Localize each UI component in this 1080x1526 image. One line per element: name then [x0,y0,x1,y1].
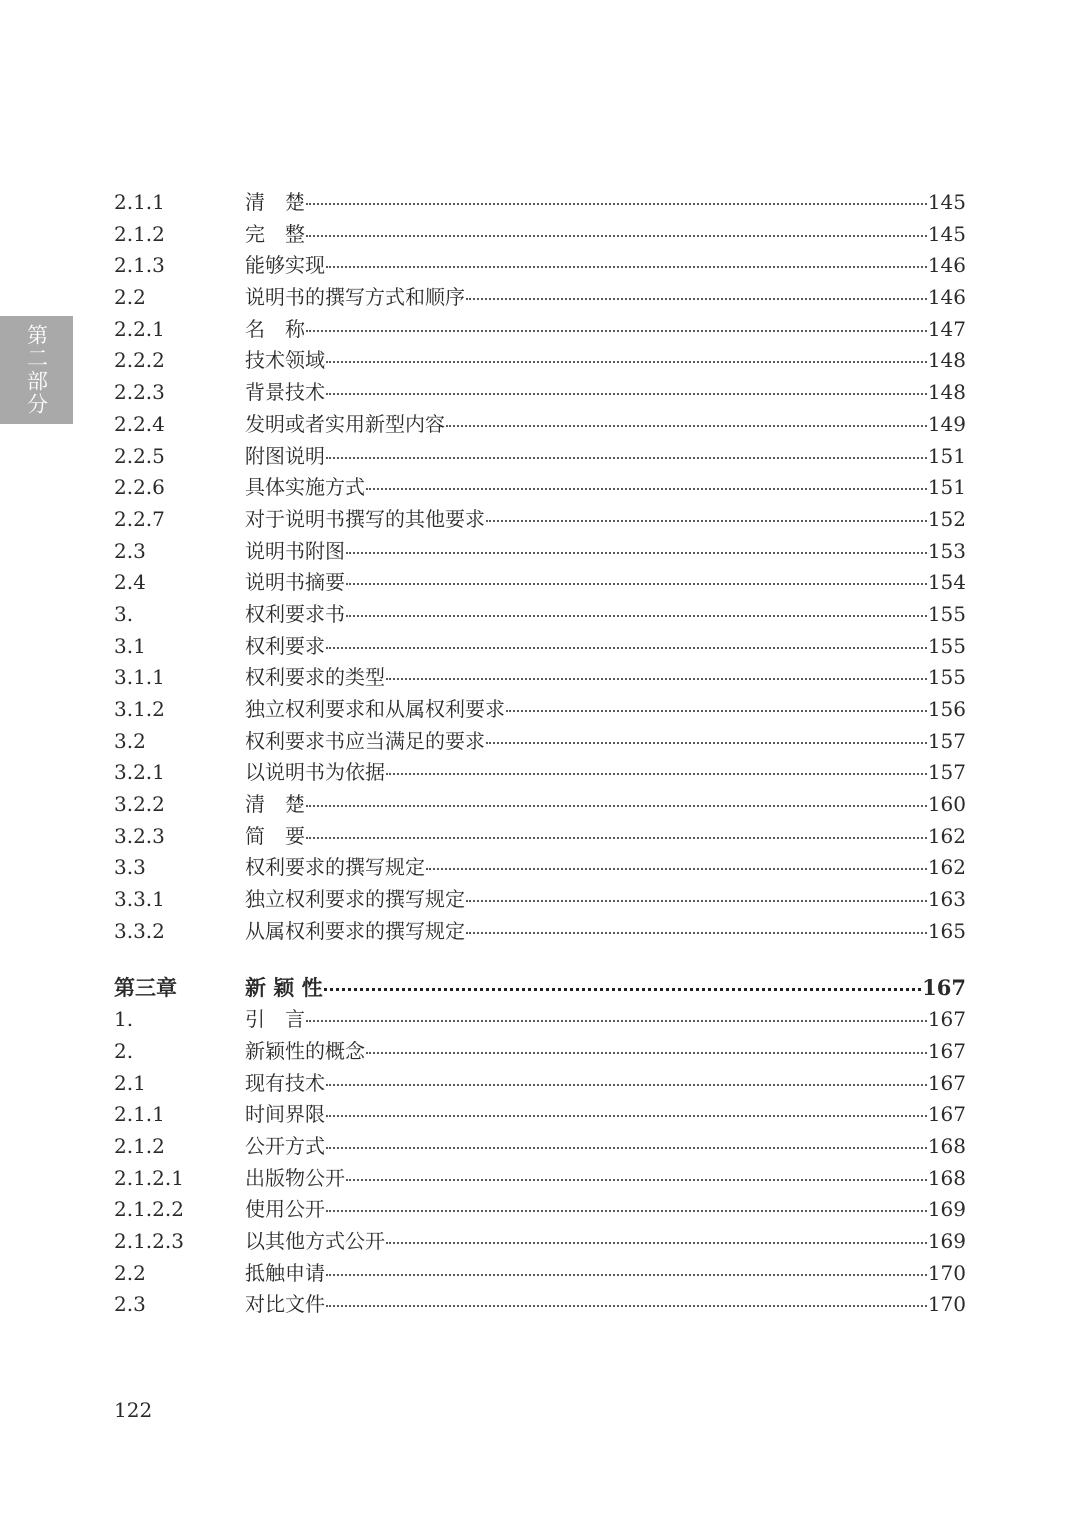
entry-page: 155 [927,633,966,658]
entry-title: 使用公开 [245,1197,325,1222]
entry-number: 2.1 [114,1070,146,1095]
dot-leader [386,1242,927,1244]
entry-page: 146 [927,285,966,310]
entry-page: 157 [927,760,966,785]
entry-page: 162 [927,855,966,880]
dot-leader [426,868,927,870]
toc-entry[interactable] [114,1193,966,1225]
dot-leader [386,678,927,680]
entry-page: 167 [927,1038,966,1063]
entry-title: 引 言 [245,1007,305,1032]
dot-leader [306,837,927,839]
toc-entry[interactable] [114,630,966,662]
part-side-tab-label: 第二部分 [24,324,49,416]
entry-title: 对于说明书撰写的其他要求 [245,506,485,531]
entry-number: 3.3 [114,855,146,880]
dot-leader [346,583,927,585]
entry-number: 2.1.2.2 [114,1197,184,1222]
entry-number: 3.1.2 [114,697,165,721]
toc-entry[interactable] [114,503,966,535]
toc-entry[interactable] [114,1035,966,1067]
entry-title: 出版物公开 [245,1165,345,1190]
entry-number: 2.4 [114,570,146,595]
page-number: 122 [114,1398,153,1422]
entry-title: 时间界限 [245,1102,325,1127]
dot-leader [366,488,927,490]
dot-leader [306,805,927,807]
toc-entry[interactable] [114,693,966,725]
entry-page: 155 [927,601,966,626]
toc-chapter-heading[interactable] [114,972,966,1004]
dot-leader [326,1115,927,1117]
toc-section-a [114,186,966,947]
entry-title: 独立权利要求的撰写规定 [245,887,465,912]
entry-number: 2.2.6 [114,475,165,500]
entry-page: 168 [927,1133,966,1158]
toc-entry[interactable] [114,1162,966,1194]
entry-page: 154 [927,570,966,595]
entry-page: 162 [927,823,966,848]
dot-leader [486,742,927,744]
entry-number: 2.2.5 [114,443,165,468]
entry-number: 3.1.1 [114,665,165,690]
entry-title: 完 整 [245,221,305,246]
entry-number: 2.1.2 [114,221,165,246]
entry-title: 具体实施方式 [245,475,365,500]
entry-title: 以其他方式公开 [245,1229,385,1253]
part-side-tab [0,316,73,424]
entry-title: 清 楚 [245,792,305,817]
entry-number: 3.2.1 [114,760,165,785]
toc-entry[interactable] [114,218,966,250]
entry-page: 170 [927,1260,966,1285]
dot-leader [326,1305,927,1307]
entry-title: 说明书的撰写方式和顺序 [245,285,465,310]
entry-number: 2.2.3 [114,380,165,405]
entry-number: 2.1.2.3 [114,1229,184,1253]
dot-leader [326,457,927,459]
entry-title: 名 称 [245,316,305,341]
dot-leader [346,615,927,617]
dot-leader [506,710,927,712]
dot-leader [326,393,927,395]
entry-page: 145 [927,190,966,214]
toc-entry[interactable] [114,915,966,947]
entry-title: 能够实现 [245,253,325,278]
entry-title: 简 要 [245,823,305,848]
toc-entry[interactable] [114,249,966,281]
dot-leader [466,900,927,902]
entry-number: 1. [114,1007,134,1032]
entry-page: 168 [927,1165,966,1190]
entry-page: 151 [927,443,966,468]
dot-leader [324,988,922,991]
toc-entry[interactable] [114,725,966,757]
toc-entry[interactable] [114,788,966,820]
entry-number: 2.2 [114,285,146,310]
toc-entry[interactable] [114,471,966,503]
entry-title: 以说明书为依据 [245,760,385,785]
toc-entry[interactable] [114,313,966,345]
entry-number: 2.1.3 [114,253,165,278]
toc-entry[interactable] [114,1257,966,1289]
entry-page: 163 [927,887,966,912]
entry-title: 权利要求 [245,633,325,658]
entry-title: 权利要求书 [245,601,345,626]
entry-title: 清 楚 [245,190,305,214]
entry-number: 2.2.1 [114,316,165,341]
entry-number: 2.1.1 [114,190,165,214]
dot-leader [306,330,927,332]
entry-page: 170 [927,1292,966,1317]
dot-leader [326,1274,927,1276]
toc-entry[interactable] [114,883,966,915]
entry-page: 167 [927,1102,966,1127]
entry-title: 从属权利要求的撰写规定 [245,918,465,943]
dot-leader [326,361,927,363]
entry-title: 抵触申请 [245,1260,325,1285]
entry-title: 说明书摘要 [245,570,345,595]
entry-page: 155 [927,665,966,690]
toc-entry[interactable] [114,598,966,630]
dot-leader [326,1210,927,1212]
table-of-contents [114,186,966,1320]
entry-number: 2.1.2.1 [114,1165,184,1190]
entry-number: 3.2 [114,728,146,753]
entry-title: 独立权利要求和从属权利要求 [245,697,505,721]
entry-title: 权利要求书应当满足的要求 [245,728,485,753]
entry-number: 3.2.2 [114,792,165,817]
dot-leader [466,932,927,934]
entry-page: 167 [927,1007,966,1032]
toc-entry[interactable] [114,1067,966,1099]
dot-leader [326,1084,927,1086]
toc-entry[interactable] [114,851,966,883]
entry-title: 附图说明 [245,443,325,468]
entry-number: 2.2 [114,1260,146,1285]
dot-leader [366,1052,927,1054]
entry-page: 157 [927,728,966,753]
entry-number: 2.2.7 [114,506,165,531]
entry-title: 新颖性的概念 [245,1038,365,1063]
entry-number: 2.2.2 [114,348,165,373]
entry-title: 背景技术 [245,380,325,405]
entry-page: 152 [927,506,966,531]
entry-number: 3.3.1 [114,887,165,912]
toc-entry[interactable] [114,1003,966,1035]
entry-number: 2.1.2 [114,1133,165,1158]
entry-number: 2.2.4 [114,411,165,436]
chapter-page: 167 [922,974,966,1000]
toc-entry[interactable] [114,661,966,693]
entry-page: 165 [927,918,966,943]
entry-title: 对比文件 [245,1292,325,1317]
toc-entry[interactable] [114,820,966,852]
entry-page: 153 [927,538,966,563]
dot-leader [306,1020,927,1022]
dot-leader [386,773,927,775]
toc-section-b [114,1003,966,1320]
toc-entry[interactable] [114,344,966,376]
entry-page: 149 [927,411,966,436]
toc-entry[interactable] [114,186,966,218]
toc-entry[interactable] [114,535,966,567]
entry-page: 167 [927,1070,966,1095]
toc-entry[interactable] [114,1288,966,1320]
toc-entry[interactable] [114,756,966,788]
entry-page: 160 [927,792,966,817]
toc-entry[interactable] [114,1098,966,1130]
entry-number: 3.2.3 [114,823,165,848]
toc-entry[interactable] [114,1225,966,1257]
entry-page: 145 [927,221,966,246]
chapter-number: 第三章 [114,974,177,1000]
chapter-title: 新 颖 性 [245,974,323,1000]
entry-title: 发明或者实用新型内容 [245,411,445,436]
entry-title: 说明书附图 [245,538,345,563]
entry-title: 现有技术 [245,1070,325,1095]
entry-number: 3. [114,601,134,626]
entry-number: 3.3.2 [114,918,165,943]
dot-leader [466,298,927,300]
entry-number: 2.3 [114,1292,146,1317]
entry-number: 2.1.1 [114,1102,165,1127]
entry-title: 技术领域 [245,348,325,373]
entry-page: 148 [927,380,966,405]
dot-leader [346,1179,927,1181]
dot-leader [306,235,927,237]
entry-title: 公开方式 [245,1133,325,1158]
dot-leader [306,203,927,205]
toc-entry[interactable] [114,376,966,408]
dot-leader [326,1147,927,1149]
dot-leader [486,520,927,522]
toc-entry[interactable] [114,1130,966,1162]
entry-page: 148 [927,348,966,373]
dot-leader [326,647,927,649]
entry-page: 147 [927,316,966,341]
toc-entry[interactable] [114,281,966,313]
entry-title: 权利要求的撰写规定 [245,855,425,880]
entry-title: 权利要求的类型 [245,665,385,690]
dot-leader [346,552,927,554]
entry-number: 2.3 [114,538,146,563]
entry-page: 151 [927,475,966,500]
entry-page: 146 [927,253,966,278]
entry-page: 156 [927,697,966,721]
dot-leader [446,425,927,427]
entry-page: 169 [927,1229,966,1253]
toc-entry[interactable] [114,440,966,472]
entry-number: 2. [114,1038,134,1063]
entry-number: 3.1 [114,633,146,658]
toc-entry[interactable] [114,408,966,440]
toc-entry[interactable] [114,566,966,598]
entry-page: 169 [927,1197,966,1222]
dot-leader [326,266,927,268]
